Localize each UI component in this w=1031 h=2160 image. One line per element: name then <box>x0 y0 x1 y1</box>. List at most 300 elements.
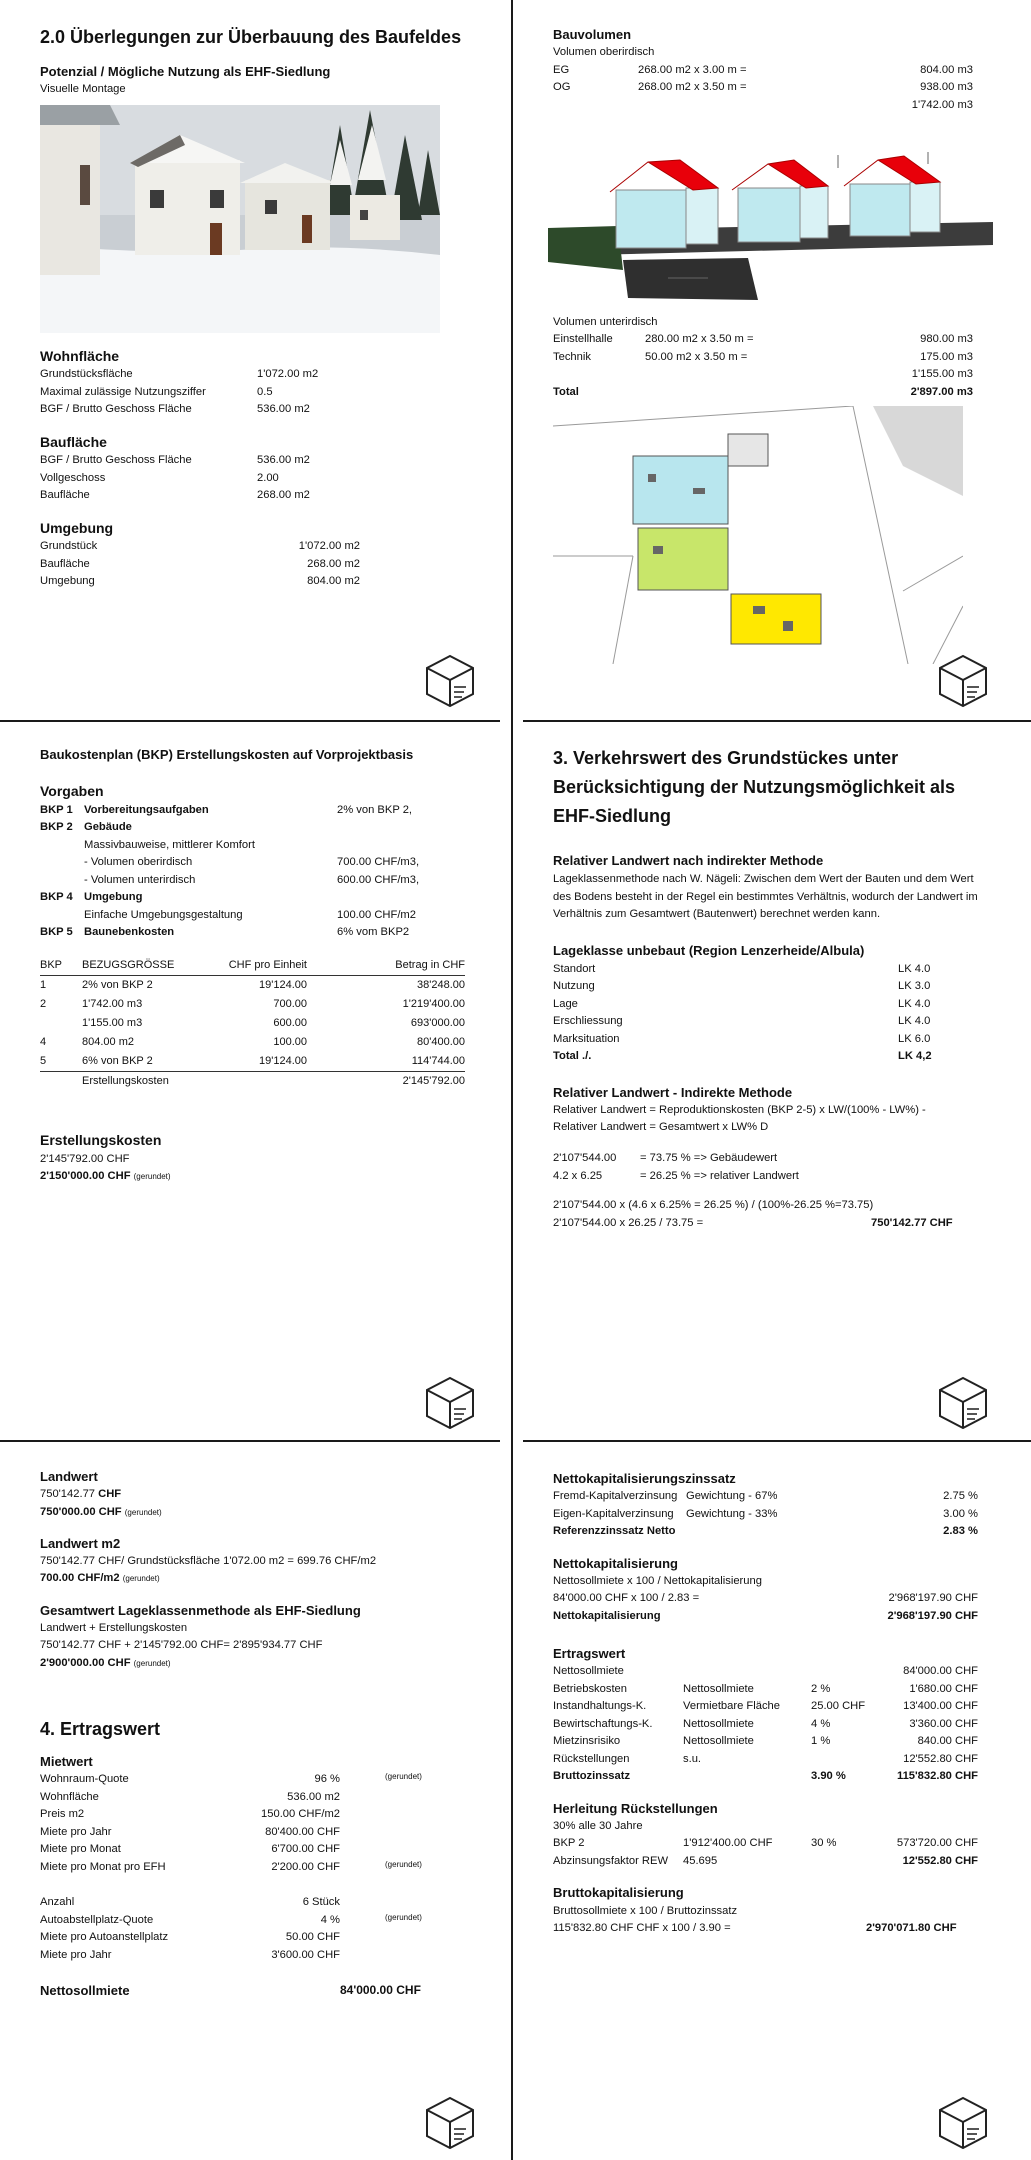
table-cell: 2.00 <box>257 471 279 484</box>
table-cell: 3.00 % <box>943 1507 978 1520</box>
volumen-oberirdisch-table <box>553 62 973 115</box>
table-row <box>40 819 480 837</box>
table-row <box>40 556 520 574</box>
section-title: Landwert <box>40 1469 98 1484</box>
divider <box>523 1440 1031 1442</box>
calc-result: = 26.25 % => relativer Landwert <box>640 1169 799 1182</box>
table-row <box>40 573 520 591</box>
table-cell: Nettosollmiete <box>683 1735 754 1748</box>
table-cell: Bewirtschaftungs-K. <box>553 1717 653 1730</box>
table-row <box>553 978 983 996</box>
table-cell: 2.75 % <box>943 1490 978 1503</box>
table-cell: 6% vom BKP2 <box>337 926 410 939</box>
table-cell: 96 % <box>314 1773 340 1786</box>
table-cell: EG <box>553 63 570 76</box>
erstellungskosten-rounded: 2'150'000.00 CHF <box>40 1170 131 1183</box>
table-cell: Umgebung <box>84 891 143 904</box>
table-row <box>553 1716 978 1734</box>
table-cell: Miete pro Jahr <box>40 1948 112 1961</box>
table-cell: Maximal zulässige Nutzungsziffer <box>40 385 206 398</box>
cube-logo-icon <box>425 654 475 708</box>
rounded-note: (gerundet) <box>133 1172 171 1182</box>
table-cell: (gerundet) <box>385 1772 422 1782</box>
bruttozinssatz-value: 115'832.80 CHF <box>896 1770 978 1783</box>
cube-logo-icon <box>938 1376 988 1430</box>
umgebung-table <box>40 538 520 591</box>
gesamtwert-calc: 750'142.77 CHF + 2'145'792.00 CHF= 2'895'934.77 CHF <box>40 1639 323 1652</box>
table-cell: 2'200.00 CHF <box>271 1860 340 1873</box>
table-row <box>553 1506 978 1524</box>
sum-row <box>40 1072 465 1092</box>
nettosollmiete-value: 84'000.00 CHF <box>340 1983 421 1998</box>
table-cell <box>40 1014 82 1033</box>
formula: Relativer Landwert = Gesamtwert x LW% D <box>553 1121 769 1134</box>
table-cell: Instandhaltungs-K. <box>553 1700 647 1713</box>
subtitle: Volumen oberirdisch <box>553 46 655 59</box>
table-row <box>40 538 520 556</box>
table-row <box>40 1841 480 1859</box>
table-cell: 2 <box>40 997 47 1010</box>
table-row <box>553 1031 983 1049</box>
table-cell: 1'072.00 m2 <box>257 368 319 381</box>
table-cell: LK 3.0 <box>898 980 931 993</box>
table-cell: 804.00 m3 <box>920 63 973 76</box>
table-cell: Baufläche <box>40 489 90 502</box>
table-row <box>553 1488 978 1506</box>
page-title: Baukostenplan (BKP) Erstellungskosten auf Vorprojektbasis <box>40 747 414 762</box>
table-cell: Abzinsungsfaktor REW <box>553 1854 669 1867</box>
table-cell: Autoabstellplatz-Quote <box>40 1913 154 1926</box>
table-row <box>40 854 480 872</box>
table-cell: 114'744.00 <box>411 1055 465 1068</box>
table-cell: 938.00 m3 <box>920 81 973 94</box>
table-row <box>40 1771 480 1789</box>
section-title: Gesamtwert Lageklassenmethode als EHF-Siedlung <box>40 1602 361 1618</box>
table-row <box>40 837 480 855</box>
nettokapitalisierung-label: Nettokapitalisierung <box>553 1609 661 1622</box>
table-row <box>553 62 973 80</box>
table-cell: 1 % <box>811 1735 831 1748</box>
description: 30% alle 30 Jahre <box>553 1820 643 1833</box>
table-cell: 175.00 m3 <box>920 350 973 363</box>
section-title: Erstellungskosten <box>40 1132 162 1149</box>
rueckstellungen-table <box>553 1835 978 1870</box>
table-cell: Vermietbare Fläche <box>683 1700 781 1713</box>
table-row <box>553 1013 983 1031</box>
section-title: Relativer Landwert - Indirekte Methode <box>553 1084 793 1100</box>
section-title: Relativer Landwert nach indirekter Methode <box>553 853 824 869</box>
table-cell <box>40 1072 82 1092</box>
rounded-note: (gerundet) <box>124 1507 162 1517</box>
bkp-table <box>40 956 465 1091</box>
page-overbauung <box>40 24 520 591</box>
table-cell: 268.00 m2 x 3.50 m = <box>638 81 747 94</box>
table-cell: 12'552.80 CHF <box>902 1854 978 1867</box>
bruttozinssatz-percent: 3.90 % <box>811 1770 846 1783</box>
formula: Relativer Landwert = Reproduktionskosten (BKP 2-5) x LW/(100% - LW%) - <box>553 1103 926 1116</box>
table-cell: Nutzung <box>553 980 595 993</box>
table-row <box>553 961 983 979</box>
table-cell: 6 Stück <box>302 1896 340 1909</box>
table-row <box>40 907 480 925</box>
table-cell: 3'600.00 CHF <box>271 1948 340 1961</box>
landwert-m2-value: 700.00 CHF/m2 <box>40 1572 120 1585</box>
table-row <box>40 1052 465 1072</box>
table-cell: Miete pro Autoanstellplatz <box>40 1931 169 1944</box>
table-cell: 840.00 CHF <box>917 1735 978 1748</box>
table-cell: Einstellhalle <box>553 333 613 346</box>
table-cell: 4 % <box>811 1717 831 1730</box>
table-cell: 804.00 m2 <box>307 575 360 588</box>
table-row <box>553 331 973 349</box>
table-cell: Baufläche <box>40 557 90 570</box>
calc-value: 2'968'197.90 CHF <box>888 1592 978 1605</box>
table-row <box>40 1947 480 1965</box>
table-row <box>40 1806 480 1824</box>
table-cell: 1'219'400.00 <box>402 997 465 1010</box>
table-cell: 12'552.80 CHF <box>903 1752 978 1765</box>
table-cell: 268.00 m2 <box>257 489 310 502</box>
bauflaeche-table <box>40 452 520 505</box>
page-bauvolumen <box>553 26 973 114</box>
section-title: Mietwert <box>40 1754 93 1770</box>
table-cell: 100.00 CHF/m2 <box>337 908 416 921</box>
table-cell: 45.695 <box>683 1854 718 1867</box>
table-cell: Grundstück <box>40 540 98 553</box>
calc-formula: 115'832.80 CHF CHF x 100 / 3.90 = <box>553 1922 731 1935</box>
table-cell: BKP 5 <box>40 926 73 939</box>
table-cell: 268.00 m2 <box>307 557 360 570</box>
nettokapitalisierung-value: 2'968'197.90 CHF <box>887 1609 978 1622</box>
table-cell: (gerundet) <box>385 1859 422 1869</box>
table-cell: Mietzinsrisiko <box>553 1735 621 1748</box>
gesamtwert-desc: Landwert + Erstellungskosten <box>40 1622 188 1634</box>
table-row <box>40 995 465 1014</box>
table-cell: - Volumen unterirdisch <box>84 873 196 886</box>
table-cell: Miete pro Monat <box>40 1843 121 1856</box>
table-cell: 6'700.00 CHF <box>271 1843 340 1856</box>
table-cell: Gewichtung - 33% <box>686 1507 778 1520</box>
page-verkehrswert <box>553 744 983 1232</box>
column-header: BKP <box>40 956 82 976</box>
table-cell: 2% von BKP 2, <box>337 803 413 816</box>
ertragswert-table <box>553 1663 978 1768</box>
table-cell: 38'248.00 <box>417 978 465 991</box>
table-cell: 700.00 CHF/m3, <box>337 856 420 869</box>
table-row <box>40 1859 480 1877</box>
page-kapitalisierung <box>553 1470 978 1938</box>
section-title: Baufläche <box>40 433 107 450</box>
table-row <box>40 470 520 488</box>
table-row <box>40 1824 480 1842</box>
table-cell: - Volumen oberirdisch <box>84 856 193 869</box>
total-label: Total ./. <box>553 1050 592 1063</box>
section-title: Herleitung Rückstellungen <box>553 1800 718 1816</box>
table-row <box>40 924 480 942</box>
section-title: Ertragswert <box>553 1646 626 1662</box>
table-row <box>40 1929 480 1947</box>
page-title: 3. Verkehrswert des Grundstückes unter Berücksichtigung der Nutzungsmöglichkeit als EHF-Siedlung <box>553 748 956 826</box>
table-cell: 30 % <box>811 1837 837 1850</box>
divider <box>523 720 1031 722</box>
sum-label: Erstellungskosten <box>82 1072 307 1092</box>
description: Lageklassenmethode nach W. Nägeli: Zwischen dem Wert der Bauten und dem Wert des Bodens besteht in der Regel ein bestimmtes Verhältnis, wodurch der Landwert im Verhältnis zum Gesamtwert (Bautenwert) berechnet werden kann. <box>553 872 978 921</box>
table-cell: BKP 2 <box>40 821 73 834</box>
table-cell: Miete pro Jahr <box>40 1825 112 1838</box>
table-cell: 19'124.00 <box>259 978 307 991</box>
visual-montage-image <box>40 105 440 333</box>
table-cell: 4 <box>40 1035 47 1048</box>
table-cell: 0.5 <box>257 385 273 398</box>
mietwert-table <box>40 1771 480 1876</box>
table-row <box>553 1698 978 1716</box>
table-row <box>553 1751 978 1769</box>
subtitle: Volumen unterirdisch <box>553 316 658 328</box>
table-cell: 1'742.00 m3 <box>82 997 143 1010</box>
total-value: LK 4,2 <box>898 1050 932 1063</box>
table-cell: Massivbauweise, mittlerer Komfort <box>84 838 255 851</box>
table-row <box>40 872 480 890</box>
landwert-value: 750'142.77 <box>40 1488 99 1501</box>
table-cell: 6% von BKP 2 <box>82 1055 153 1068</box>
section-title: Umgebung <box>40 519 114 536</box>
table-cell: LK 4.0 <box>898 962 931 975</box>
table-row <box>40 1789 480 1807</box>
table-cell: 5 <box>40 1055 47 1068</box>
formula: Bruttosollmiete x 100 / Bruttozinssatz <box>553 1904 738 1917</box>
formula: Nettosollmiete x 100 / Nettokapitalisierung <box>553 1574 762 1587</box>
divider <box>0 1440 500 1442</box>
table-cell: 1'155.00 m3 <box>82 1016 143 1029</box>
table-cell: Gewichtung - 67% <box>686 1490 778 1503</box>
zinssatz-table <box>553 1488 978 1523</box>
table-cell: Technik <box>553 350 591 363</box>
nettosollmiete-label: Nettosollmiete <box>40 1983 130 1999</box>
table-cell: 1'680.00 CHF <box>909 1682 978 1695</box>
table-cell: 1'155.00 m3 <box>911 368 973 381</box>
table-row <box>40 1014 465 1033</box>
referenzzinssatz-value: 2.83 % <box>943 1525 978 1538</box>
currency: CHF <box>98 1488 122 1501</box>
table-row <box>40 802 480 820</box>
gesamtwert-rounded: 2'900'000.00 CHF <box>40 1656 131 1669</box>
erstellungskosten-value: 2'145'792.00 CHF <box>40 1152 130 1165</box>
table-cell: 600.00 CHF/m3, <box>337 873 420 886</box>
section-title: Bauvolumen <box>553 27 632 42</box>
rounded-note: (gerundet) <box>122 1574 160 1584</box>
sum-value: 2'145'792.00 <box>307 1072 465 1092</box>
table-cell: 693'000.00 <box>410 1016 465 1029</box>
rounded-note: (gerundet) <box>133 1658 171 1668</box>
3d-building-model <box>548 150 993 300</box>
table-cell: 536.00 m2 <box>257 454 310 467</box>
table-cell: Preis m2 <box>40 1808 85 1821</box>
table-cell: Marksituation <box>553 1032 620 1045</box>
table-cell: Fremd-Kapitalverzinsung <box>553 1490 678 1503</box>
table-cell: 50.00 CHF <box>285 1931 340 1944</box>
cube-logo-icon <box>425 1376 475 1430</box>
cube-logo-icon <box>938 2096 988 2150</box>
table-cell: Wohnraum-Quote <box>40 1773 129 1786</box>
table-cell: Betriebskosten <box>553 1682 628 1695</box>
table-row <box>553 79 973 97</box>
table-cell: Lage <box>553 997 578 1010</box>
column-header: BEZUGSGRÖSSE <box>82 956 212 976</box>
table-cell: 1 <box>40 978 47 991</box>
table-cell: 573'720.00 CHF <box>896 1837 978 1850</box>
table-cell: Nettosollmiete <box>553 1665 624 1678</box>
section-title: Landwert m2 <box>40 1535 121 1551</box>
table-cell: Miete pro Monat pro EFH <box>40 1860 166 1873</box>
cube-logo-icon <box>938 654 988 708</box>
table-cell: Baunebenkosten <box>84 926 175 939</box>
table-row <box>553 349 973 367</box>
table-cell: OG <box>553 81 571 94</box>
column-header: CHF pro Einheit <box>212 956 307 976</box>
calc-value: 2'107'544.00 <box>553 1152 617 1165</box>
table-cell: Anzahl <box>40 1896 75 1909</box>
table-cell: BKP 2 <box>553 1837 585 1850</box>
calc-formula: 2'107'544.00 x (4.6 x 6.25% = 26.25 %) / (100%-26.25 %=73.75) <box>553 1199 874 1212</box>
table-row <box>553 1733 978 1751</box>
table-cell: 3'360.00 CHF <box>909 1717 978 1730</box>
table-row <box>553 1835 978 1853</box>
page-baukostenplan <box>40 746 480 1185</box>
table-cell: BGF / Brutto Geschoss Fläche <box>40 403 192 416</box>
table-row <box>553 366 973 384</box>
table-cell: 25.00 CHF <box>811 1700 866 1713</box>
table-row <box>553 1663 978 1681</box>
table-cell: 84'000.00 CHF <box>903 1665 978 1678</box>
total-label: Total <box>553 385 579 398</box>
relativer-landwert-value: 750'142.77 CHF <box>871 1216 953 1229</box>
table-cell: (gerundet) <box>385 1912 422 1922</box>
bruttokapitalisierung-value: 2'970'071.80 CHF <box>866 1922 957 1935</box>
column-header: Betrag in CHF <box>307 956 465 976</box>
volumen-unterirdisch-table <box>553 331 973 384</box>
table-cell: 50.00 m2 x 3.50 m = <box>645 350 748 363</box>
site-plan <box>553 406 963 664</box>
table-cell: Gebäude <box>84 821 132 834</box>
autoabstellplatz-table <box>40 1894 480 1964</box>
table-cell: 536.00 m2 <box>287 1790 340 1803</box>
table-cell: 980.00 m3 <box>920 333 973 346</box>
wohnflaeche-table <box>40 366 520 419</box>
table-cell: 4 % <box>320 1913 340 1926</box>
table-row <box>40 1894 480 1912</box>
total-value: 2'897.00 m3 <box>910 385 973 398</box>
table-row <box>40 452 520 470</box>
table-cell: s.u. <box>683 1752 702 1765</box>
table-cell: LK 4.0 <box>898 1015 931 1028</box>
section-title: Nettokapitalisierungszinssatz <box>553 1471 736 1486</box>
table-cell: 80'400.00 CHF <box>265 1825 340 1838</box>
table-cell: LK 6.0 <box>898 1032 931 1045</box>
section-title: Lageklasse unbebaut (Region Lenzerheide/Albula) <box>553 943 865 959</box>
table-row <box>40 1033 465 1052</box>
table-cell: 280.00 m2 x 3.50 m = <box>645 333 754 346</box>
section-title: Nettokapitalisierung <box>553 1555 678 1571</box>
table-cell: Standort <box>553 962 596 975</box>
table-row <box>40 975 465 995</box>
calc-value: 4.2 x 6.25 <box>553 1169 603 1182</box>
table-cell: 268.00 m2 x 3.00 m = <box>638 63 747 76</box>
section-title: Wohnfläche <box>40 347 120 364</box>
table-row <box>553 1681 978 1699</box>
cube-logo-icon <box>425 2096 475 2150</box>
table-row <box>40 384 520 402</box>
table-cell: BGF / Brutto Geschoss Fläche <box>40 454 192 467</box>
section-title: Bruttokapitalisierung <box>553 1885 684 1901</box>
table-cell: 1'912'400.00 CHF <box>683 1837 773 1850</box>
table-cell: 2 % <box>811 1682 831 1695</box>
table-row <box>40 889 480 907</box>
table-cell: LK 4.0 <box>898 997 931 1010</box>
table-row <box>553 1853 978 1871</box>
table-cell: 804.00 m2 <box>82 1035 134 1048</box>
page-title: 4. Ertragswert <box>40 1719 161 1740</box>
divider <box>0 720 500 722</box>
table-cell: BKP 4 <box>40 891 73 904</box>
landwert-rounded: 750'000.00 CHF <box>40 1505 122 1518</box>
table-cell: 1'742.00 m3 <box>911 98 973 111</box>
table-row <box>40 487 520 505</box>
table-row <box>553 996 983 1014</box>
table-cell: Vollgeschoss <box>40 471 106 484</box>
calc-formula: 84'000.00 CHF x 100 / 2.83 = <box>553 1592 700 1605</box>
landwert-m2-calc: 750'142.77 CHF/ Grundstücksfläche 1'072.00 m2 = 699.76 CHF/m2 <box>40 1555 377 1568</box>
table-cell: Eigen-Kapitalverzinsung <box>553 1507 674 1520</box>
table-cell: Einfache Umgebungsgestaltung <box>84 908 243 921</box>
table-cell: 700.00 <box>273 997 307 1010</box>
lageklasse-table <box>553 961 983 1049</box>
table-row <box>40 366 520 384</box>
referenzzinssatz-label: Referenzzinssatz Netto <box>553 1525 676 1538</box>
page-title: 2.0 Überlegungen zur Überbauung des Baufeldes <box>40 27 462 47</box>
page-bauvolumen-unterirdisch <box>553 314 973 401</box>
table-cell: 13'400.00 CHF <box>903 1700 978 1713</box>
table-cell: 2% von BKP 2 <box>82 978 153 991</box>
table-cell: 1'072.00 m2 <box>298 540 360 553</box>
table-cell: 536.00 m2 <box>257 403 310 416</box>
table-cell: Erschliessung <box>553 1015 623 1028</box>
table-row <box>40 1912 480 1930</box>
table-cell: Umgebung <box>40 575 95 588</box>
table-cell: Grundstücksfläche <box>40 368 133 381</box>
section-title: Vorgaben <box>40 783 104 800</box>
table-cell: 150.00 CHF/m2 <box>261 1808 340 1821</box>
table-cell: 100.00 <box>273 1035 307 1048</box>
vorgaben-list <box>40 802 480 942</box>
calc-formula: 2'107'544.00 x 26.25 / 73.75 = <box>553 1216 704 1229</box>
table-cell: 80'400.00 <box>417 1035 465 1048</box>
table-cell: Nettosollmiete <box>683 1717 754 1730</box>
table-cell: BKP 1 <box>40 803 73 816</box>
caption: Visuelle Montage <box>40 83 126 96</box>
table-cell: Rückstellungen <box>553 1752 630 1765</box>
table-cell: 600.00 <box>273 1016 307 1029</box>
table-cell: Vorbereitungsaufgaben <box>84 803 209 816</box>
table-row <box>553 97 973 115</box>
section-title: Potenzial / Mögliche Nutzung als EHF-Siedlung <box>40 64 331 79</box>
table-cell: Nettosollmiete <box>683 1682 754 1695</box>
bruttozinssatz-label: Bruttozinssatz <box>553 1770 631 1783</box>
table-row <box>40 401 520 419</box>
page-landwert-ertragswert <box>40 1468 480 2000</box>
table-cell: 19'124.00 <box>259 1055 307 1068</box>
calc-result: = 73.75 % => Gebäudewert <box>640 1152 778 1165</box>
table-cell: Wohnfläche <box>40 1790 99 1803</box>
